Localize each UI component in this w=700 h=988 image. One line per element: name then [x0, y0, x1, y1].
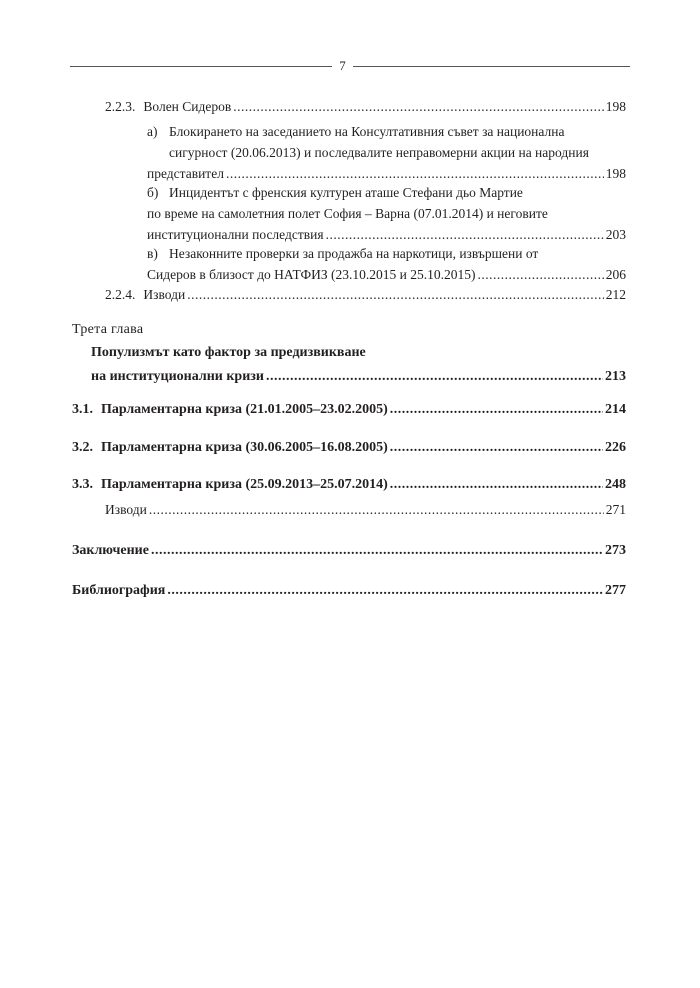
- toc-entry-page: 213: [605, 369, 626, 384]
- toc-entry-2-2-3-c[interactable]: [147, 243, 626, 287]
- toc-entry-2-2-3[interactable]: [105, 96, 626, 118]
- toc-entry-page: 212: [605, 287, 626, 302]
- toc-entry-title: Парламентарна криза (30.06.2005–16.08.2005): [101, 440, 388, 455]
- toc-entry-3-3-conclusions[interactable]: [105, 499, 626, 521]
- chapter-title-line[interactable]: Популизмът като фактор за предизвикване: [91, 345, 366, 360]
- toc-entry-title: Изводи: [105, 502, 147, 517]
- dot-leader: [266, 366, 603, 388]
- toc-entry-number: 2.2.4.: [105, 287, 136, 302]
- toc-entry-3-2[interactable]: [72, 437, 626, 459]
- header-rule-right: [353, 66, 630, 67]
- toc-entry-line: институционални последствия: [147, 227, 324, 242]
- header-rule-left: [70, 66, 332, 67]
- page-header: [70, 58, 630, 74]
- toc-entry-page: 203: [605, 227, 626, 242]
- chapter-label: Трета глава: [72, 322, 144, 337]
- toc-entry-2-2-4[interactable]: [105, 284, 626, 306]
- dot-leader: [151, 540, 603, 562]
- toc-entry-line: по време на самолетния полет София – Варна (07.01.2014) и неговите: [147, 206, 548, 221]
- toc-entry-2-2-3-b[interactable]: [147, 182, 626, 248]
- toc-entry-title: Парламентарна криза (21.01.2005–23.02.2005): [101, 402, 388, 417]
- dot-leader: [390, 474, 603, 496]
- toc-entry-page: 214: [605, 402, 626, 417]
- toc-entry-number: 2.2.3.: [105, 99, 136, 114]
- dot-leader: [233, 96, 604, 118]
- toc-entry-title: Парламентарна криза (25.09.2013–25.07.2014): [101, 477, 388, 492]
- toc-entry-line: Инцидентът с френския културен аташе Стефани дьо Мартие: [169, 185, 523, 200]
- toc-entry-number: 3.3.: [72, 477, 93, 492]
- toc-entry-line: сигурност (20.06.2013) и последвалите неправомерни акции на народния: [169, 145, 589, 160]
- toc-entry-conclusion[interactable]: [72, 540, 626, 562]
- toc-entry-page: 198: [605, 166, 626, 181]
- toc-entry-number: 3.2.: [72, 440, 93, 455]
- toc-entry-page: 248: [605, 477, 626, 492]
- toc-entry-letter: а): [147, 124, 158, 139]
- dot-leader: [167, 580, 603, 602]
- toc-entry-last-line: [147, 264, 626, 286]
- toc-entry-3-3[interactable]: [72, 474, 626, 496]
- toc-entry-title: Волен Сидеров: [143, 99, 232, 114]
- toc-entry-page: 198: [605, 99, 626, 114]
- dot-leader: [149, 499, 604, 521]
- toc-entry-page: 273: [605, 543, 626, 558]
- toc-entry-line: Сидеров в близост до НАТФИЗ (23.10.2015 и 25.10.2015): [147, 267, 476, 282]
- toc-entry-line: Незаконните проверки за продажба на наркотици, извършени от: [169, 246, 539, 261]
- toc-entry-page: 226: [605, 440, 626, 455]
- toc-entry-bibliography[interactable]: [72, 580, 626, 602]
- toc-entry-title: Заключение: [72, 543, 149, 558]
- toc-entry-3-1[interactable]: [72, 399, 626, 421]
- toc-entry-title: Библиография: [72, 583, 166, 598]
- dot-leader: [390, 399, 603, 421]
- toc-entry-chapter-3[interactable]: [91, 366, 626, 388]
- toc-entry-letter: б): [147, 185, 159, 200]
- toc-entry-title: Изводи: [143, 287, 186, 302]
- toc-entry-number: 3.1.: [72, 402, 93, 417]
- toc-entry-line: Блокирането на заседанието на Консултативния съвет за национална: [169, 124, 565, 139]
- dot-leader: [390, 437, 603, 459]
- toc-entry-page: 206: [605, 267, 626, 282]
- toc-entry-letter: в): [147, 246, 158, 261]
- toc-entry-page: 277: [605, 583, 626, 598]
- page-number: 7: [339, 58, 346, 73]
- toc-entry-2-2-3-a[interactable]: [147, 121, 626, 187]
- dot-leader: [187, 284, 604, 306]
- toc-entry-line: представител: [147, 166, 224, 181]
- chapter-title-line: на институционални кризи: [91, 369, 264, 384]
- toc-entry-page: 271: [605, 502, 626, 517]
- dot-leader: [477, 264, 603, 286]
